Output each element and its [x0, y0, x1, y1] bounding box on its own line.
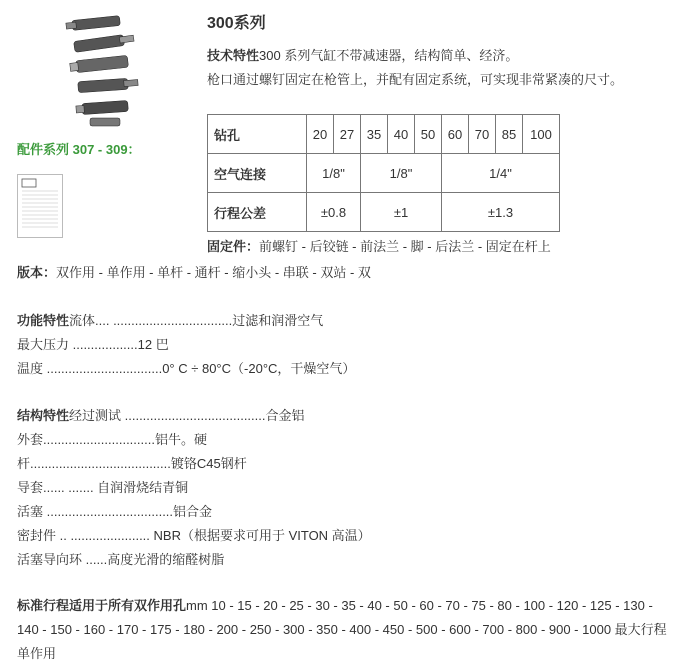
- stroke-tolerance-value: ±1.3: [442, 193, 560, 232]
- version-line: [17, 262, 371, 281]
- datasheet-thumbnail[interactable]: [17, 174, 63, 238]
- standard-strokes: [17, 594, 677, 666]
- bore-value: 100: [523, 115, 560, 154]
- fixing-label: 固定件：: [207, 239, 260, 254]
- construction-line-7: 活塞导向环 ......高度光滑的缩醛树脂: [17, 552, 225, 567]
- strokes-label: 标准行程适用于所有双作用孔: [17, 598, 187, 613]
- bore-value: 60: [442, 115, 469, 154]
- bore-value: 85: [496, 115, 523, 154]
- bore-value: 40: [388, 115, 415, 154]
- function-line-1: [17, 310, 323, 329]
- bore-value: 70: [469, 115, 496, 154]
- stroke-tolerance-value: ±0.8: [307, 193, 361, 232]
- air-value: 1/4": [442, 154, 560, 193]
- page-title: 300系列: [207, 15, 266, 32]
- air-value: 1/8": [361, 154, 442, 193]
- bore-value: 27: [334, 115, 361, 154]
- table-row-bore: [208, 115, 560, 154]
- intro-label: 技术特性: [207, 48, 260, 63]
- function-line-2: 最大压力 ..................12 巴: [17, 337, 169, 352]
- fixing-line: [207, 236, 551, 255]
- bore-value: 20: [307, 115, 334, 154]
- intro-text: [207, 44, 623, 92]
- bore-value: 50: [415, 115, 442, 154]
- table-row-stroke: [208, 193, 560, 232]
- construction-line-2: 外套...............................铝牛。硬: [17, 432, 207, 447]
- air-label: 空气连接: [208, 154, 307, 193]
- document-icon: [18, 175, 62, 237]
- function-fluid: 流体.... .................................过滤和润滑空气: [69, 313, 324, 328]
- version-text: 双作用 - 单作用 - 单杆 - 通杆 - 缩小头 - 串联 - 双站 - 双: [56, 265, 371, 280]
- stroke-tolerance-label: 行程公差: [208, 193, 307, 232]
- construction-label: 结构特性: [17, 408, 70, 423]
- air-value: 1/8": [307, 154, 361, 193]
- strokes-text: mm 10 - 15 - 20 - 25 - 30 - 35 - 40 - 50 - 60 - 70 - 75 - 80 - 100 - 120 - 125 - 130 - 140 - 150 - 160 - 170 - 175 - 180 - 200 - 250 - 300 - 350 - 400 - 450 - 500 - 600 - 700 - 800 - 900 - 1000 最大行程 单作用: [17, 598, 667, 661]
- fixing-text: 前螺钉 - 后铰链 - 前法兰 - 脚 - 后法兰 - 固定在杆上: [259, 239, 551, 254]
- construction-line-3: 杆.......................................镀铬C45钢杆: [17, 456, 247, 471]
- stroke-tolerance-value: ±1: [361, 193, 442, 232]
- intro-line2: 枪口通过螺钉固定在枪管上，并配有固定系统，可实现非常紧凑的尺寸。: [207, 72, 624, 87]
- function-label: 功能特性: [17, 313, 70, 328]
- bore-label: 钻孔: [208, 115, 307, 154]
- version-label: 版本：: [17, 265, 57, 280]
- bore-value: 35: [361, 115, 388, 154]
- construction-line-4: 导套...... ....... 自润滑烧结青铜: [17, 480, 189, 495]
- cylinder-product-image: [62, 12, 144, 130]
- construction-line-5: 活塞 ...................................铝合金: [17, 504, 213, 519]
- construction-line-1: [17, 405, 305, 424]
- function-line-3: 温度 ................................0° C ÷ 80°C（-20°C，干燥空气）: [17, 361, 356, 376]
- spec-table: [207, 114, 560, 232]
- construction-line-6: 密封件 .. ...................... NBR（根据要求可用于 VITON 高温）: [17, 528, 371, 543]
- accessories-link[interactable]: 配件系列 307 - 309：: [17, 142, 141, 157]
- table-row-air: [208, 154, 560, 193]
- construction-tested: 经过测试 .......................................合金铝: [69, 408, 305, 423]
- intro-line1: 300 系列气缸不带减速器，结构简单、经济。: [259, 48, 519, 63]
